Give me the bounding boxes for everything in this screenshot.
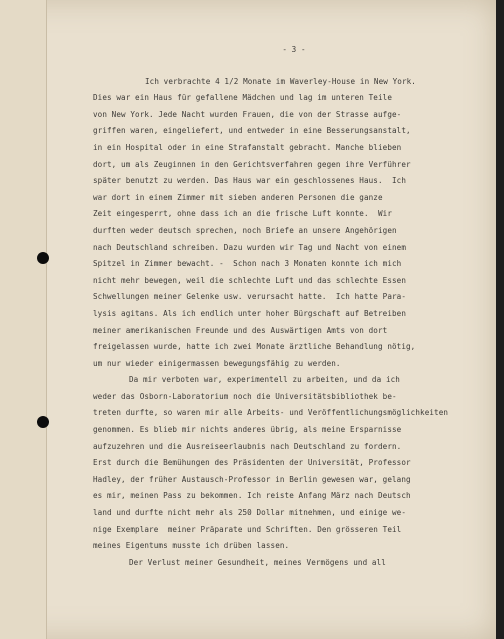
text-line: es mir, meinen Pass zu bekommen. Ich reiste Anfang März nach Deutsch [93,491,411,501]
text-line: dort, um als Zeuginnen in den Gerichtsverfahren gegen ihre Verführer [93,159,411,169]
paragraph-1 [93,74,485,373]
text-line: Dies war ein Haus für gefallene Mädchen und lag im unteren Teile [93,93,392,103]
text-line: Spitzel in Zimmer bewacht. - Schon nach 3 Monaten konnte ich mich [93,259,402,269]
text-line: Da mir verboten war, experimentell zu arbeiten, und da ich [129,375,400,385]
text-line: nige Exemplare meiner Präparate und Schriften. Den grösseren Teil [93,524,402,534]
text-line: lysis agitans. Als ich endlich unter hoher Bürgschaft auf Betreiben [93,308,407,318]
text-line: land und durfte nicht mehr als 250 Dollar mitnehmen, und einige we- [93,508,407,518]
text-line: Ich verbrachte 4 1/2 Monate im Waverley-House in New York. [145,76,416,86]
text-line: treten durfte, so waren mir alle Arbeits- und Veröffentlichungsmöglichkeiten [93,408,449,418]
paragraph-3 [93,555,485,572]
text-line: in ein Hospital oder in eine Strafanstalt gebracht. Manche blieben [93,142,402,152]
text-line: nicht mehr bewegen, weil die schlechte Luft und das schlechte Essen [93,275,407,285]
text-line: um nur wieder einigermassen bewegungsfähig zu werden. [93,358,341,368]
typewritten-text [93,42,485,571]
scanner-edge [496,0,504,639]
text-line: genommen. Es blieb mir nichts anderes übrig, als meine Ersparnisse [93,425,402,435]
punch-hole-bottom [37,416,49,428]
text-line: Hadley, der früher Austausch-Professor in Berlin gewesen war, gelang [93,474,411,484]
text-line: von New York. Jede Nacht wurden Frauen, die von der Strasse aufge- [93,109,402,119]
punch-hole-top [37,252,49,264]
text-line: später benutzt zu werden. Das Haus war ein geschlossenes Haus. Ich [93,176,407,186]
text-line: nach Deutschland schreiben. Dazu wurden wir Tag und Nacht von einem [93,242,407,252]
paragraph-2 [93,372,485,555]
page-number: - 3 - [282,45,306,54]
text-line: Schwellungen meiner Gelenke usw. verursacht hatte. Ich hatte Para- [93,292,407,302]
text-line: durften weder deutsch sprechen, noch Briefe an unsere Angehörigen [93,225,397,235]
text-line: griffen waren, eingeliefert, und entweder in eine Besserungsanstalt, [93,126,411,136]
text-line: meiner amerikanischen Freunde und des Auswärtigen Amts von dort [93,325,388,335]
underlying-page-edge [0,0,47,639]
text-line: Zeit eingesperrt, ohne dass ich an die frische Luft konnte. Wir [93,209,392,219]
text-line: weder das Osborn-Laboratorium noch die Universitätsbibliothek be- [93,391,397,401]
text-line: aufzuzehren und die Ausreiseerlaubnis nach Deutschland zu fordern. [93,441,402,451]
text-line: Der Verlust meiner Gesundheit, meines Vermögens und all [129,557,386,567]
text-line: Erst durch die Bemühungen des Präsidenten der Universität, Professor [93,458,411,468]
text-line: war dort in einem Zimmer mit sieben anderen Personen die ganze [93,192,383,202]
text-line: freigelassen wurde, hatte ich zwei Monate ärztliche Behandlung nötig, [93,342,416,352]
text-line: meines Eigentums musste ich drüben lassen. [93,541,290,551]
